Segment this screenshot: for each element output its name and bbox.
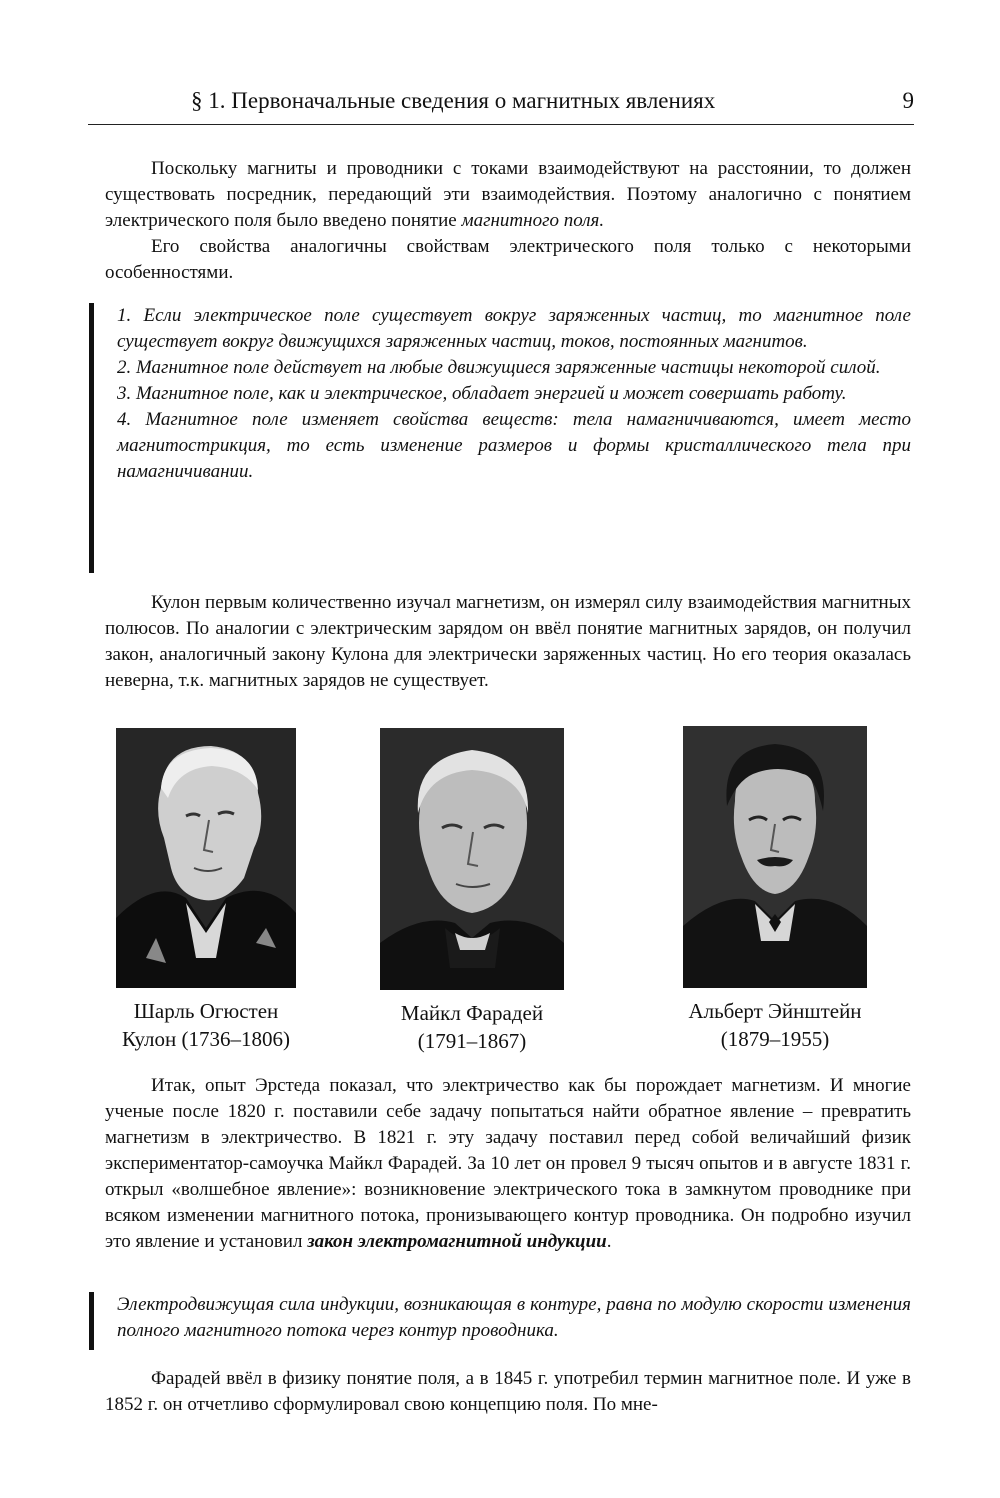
portrait-years: Кулон (1736–1806): [122, 1027, 290, 1051]
closing-paragraph: Фарадей ввёл в физику понятие поля, а в 1845 г. употребил термин магнитное поле. И уже в 1852 г. он отчетливо сформулировал свою концепцию поля. По мне-: [105, 1368, 911, 1415]
law-statement: Электродвижущая сила индукции, возникающая в контуре, равна по модулю скорости изменения полного магнитного потока через контур проводника.: [117, 1294, 911, 1341]
property-item: 3. Магнитное поле, как и электрическое, обладает энергией и может совершать работу.: [117, 383, 847, 404]
running-header: [88, 88, 914, 125]
closing-paragraph-block: [105, 1366, 911, 1418]
faraday-photo: [380, 728, 564, 990]
portrait-caption: [683, 997, 867, 1053]
portrait-faraday: [380, 728, 564, 1055]
faraday-paragraph: Итак, опыт Эрстеда показал, что электричество как бы порождает магнетизм. И многие ученые после 1820 г. поставили себе задачу попытаться найти обратное явление – превратить магнетизм в электричество. В 1821 г. эту задачу поставил перед собой величайший физик экспериментатор-самоучка Майкл Фарадей. За 10 лет он провел 9 тысяч опытов и в августе 1831 г. открыл «волшебное явление»: возникновение электрического тока в замкнутом проводнике при всяком изменении магнитного потока, пронизывающего контур проводника. Он подробно изучил это явление и установил закон электромагнитной индукции.: [105, 1075, 911, 1252]
portrait-years: (1879–1955): [720, 1027, 830, 1051]
property-item: 1. Если электрическое поле существует вокруг заряженных частиц, то магнитное поле существует вокруг движущихся заряженных частиц, токов, постоянных магнитов.: [117, 305, 911, 352]
portrait-name: Альберт Эйнштейн: [688, 999, 862, 1023]
einstein-photo: [683, 726, 867, 988]
intro-paragraph-1: Поскольку магниты и проводники с токами взаимодействуют на расстоянии, то должен существовать посредник, передающий эти взаимодействия. Поэтому аналогично с понятием электрического поля было введено понятие магнитного поля.: [105, 158, 911, 231]
portrait-name: Майкл Фарадей: [400, 1001, 544, 1025]
properties-list: [117, 303, 911, 485]
portrait-caption: [380, 999, 564, 1055]
induction-law-term: закон электромагнитной индукции: [307, 1231, 607, 1252]
portrait-coulomb: [116, 728, 296, 1053]
law-callout: [89, 1292, 911, 1350]
portrait-years: (1791–1867): [417, 1029, 527, 1053]
page-number: 9: [902, 88, 914, 113]
intro-paragraph-2: Его свойства аналогичны свойствам электрического поля только с некоторыми особенностями.: [105, 236, 911, 283]
portrait-einstein: [683, 726, 867, 1053]
property-item: 2. Магнитное поле действует на любые движущиеся заряженные частицы некоторой силой.: [117, 357, 881, 378]
law-statement-box: [117, 1292, 911, 1344]
callout-bar: [89, 1292, 94, 1350]
portrait-name: Шарль Огюстен: [133, 999, 279, 1023]
magnetic-field-term: магнитного поля.: [461, 210, 605, 231]
callout-bar: [89, 303, 94, 573]
coulomb-paragraph: Кулон первым количественно изучал магнетизм, он измерял силу взаимодействия магнитных полюсов. По аналогии с электрическим зарядом он ввёл понятие магнитных зарядов, он получил закон, аналогичный закону Кулона для электрически заряженных частиц. Но его теория оказалась неверна, т.к. магнитных зарядов не существует.: [105, 592, 911, 691]
faraday-paragraph-block: [105, 1073, 911, 1255]
coulomb-paragraph-block: [105, 590, 911, 694]
property-item: 4. Магнитное поле изменяет свойства веществ: тела намагничиваются, имеет место магнитострикция, то есть изменение размеров и формы кристаллического тела при намагничивании.: [117, 409, 911, 482]
intro-paragraphs: [105, 156, 911, 286]
section-title: § 1. Первоначальные сведения о магнитных явлениях: [191, 88, 716, 113]
portrait-caption: [116, 997, 296, 1053]
properties-callout: [89, 303, 911, 573]
coulomb-photo: [116, 728, 296, 988]
